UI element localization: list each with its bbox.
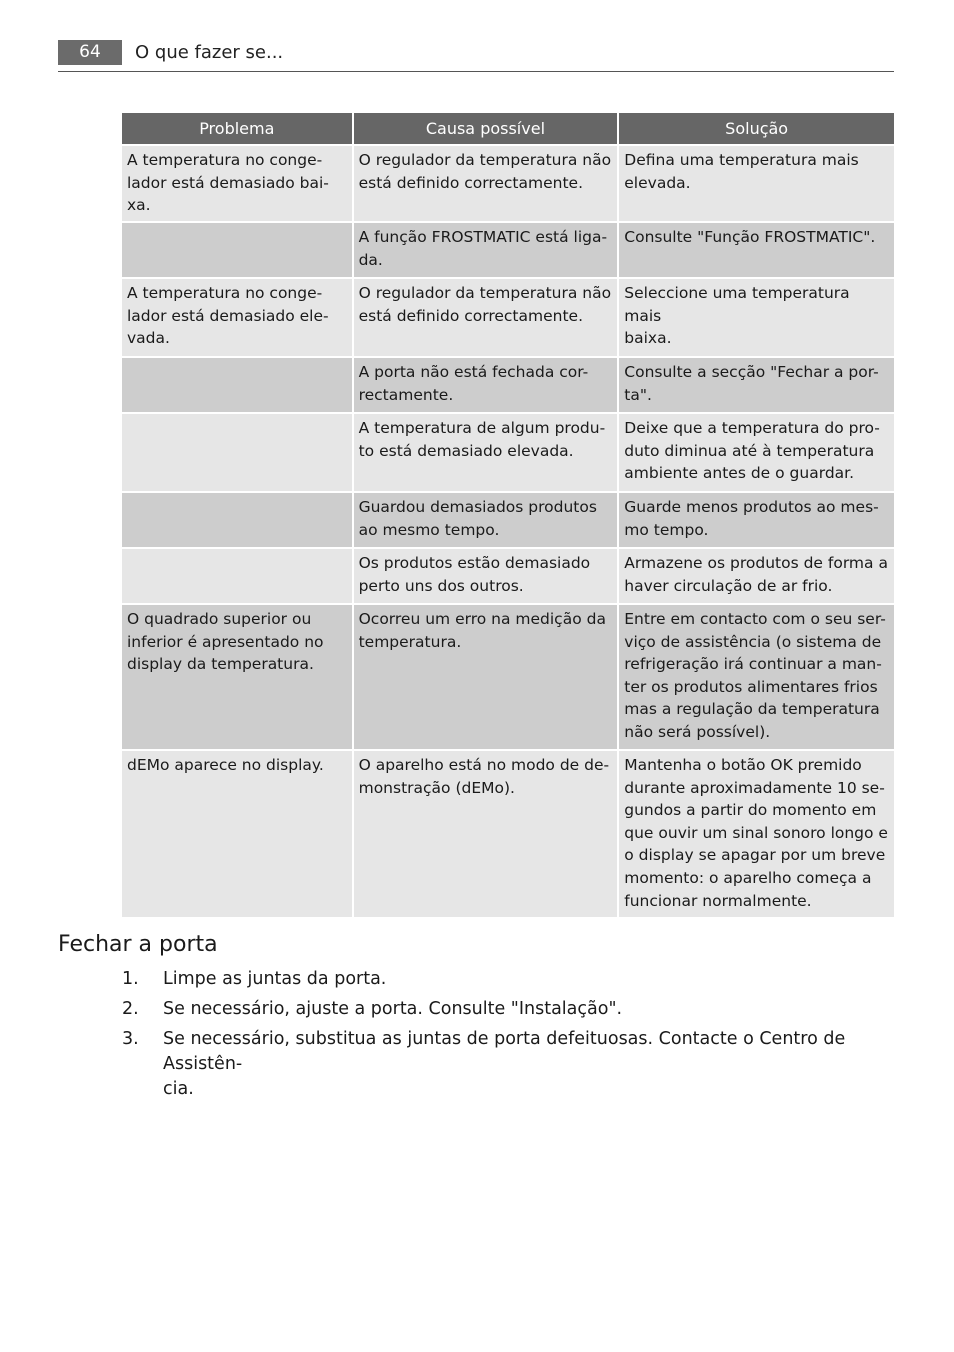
step-text: Limpe as juntas da porta. <box>163 969 387 989</box>
solution-cell: Armazene os produtos de forma a haver circulação de ar frio. <box>619 549 894 603</box>
cause-cell: O regulador da temperatura não está definido correctamente. <box>354 279 618 356</box>
problem-cell <box>122 414 352 491</box>
table-row <box>122 279 894 356</box>
chapter-title: O que fazer se... <box>135 42 284 63</box>
step-text: Se necessário, ajuste a porta. Consulte "Instalação". <box>163 999 623 1019</box>
table-header-row <box>122 113 894 144</box>
list-item <box>120 997 895 1022</box>
problem-cell <box>122 549 352 603</box>
cause-cell: A temperatura de algum produ- to está demasiado elevada. <box>354 414 618 491</box>
list-item <box>120 967 895 992</box>
cause-cell: Ocorreu um erro na medição da temperatura. <box>354 605 618 749</box>
page-header <box>58 40 894 72</box>
problem-cell: A temperatura no conge- lador está demasiado ele- vada. <box>122 279 352 356</box>
table-row <box>122 358 894 412</box>
table-row <box>122 549 894 603</box>
column-header-problem: Problema <box>122 113 352 144</box>
table-row <box>122 414 894 491</box>
problem-cell <box>122 223 352 277</box>
column-header-cause: Causa possível <box>354 113 618 144</box>
solution-cell: Defina uma temperatura mais elevada. <box>619 146 894 221</box>
solution-cell: Consulte "Função FROSTMATIC". <box>619 223 894 277</box>
page-number: 64 <box>58 40 122 65</box>
solution-cell: Consulte a secção "Fechar a por- ta". <box>619 358 894 412</box>
steps-list <box>120 967 895 1107</box>
problem-cell <box>122 493 352 547</box>
solution-cell: Mantenha o botão OK premido durante aproximadamente 10 se- gundos a partir do momento em que ouvir um sinal sonoro longo e o display se apagar por um breve momento: o aparelho começa a funcionar normalmente. <box>619 751 894 917</box>
cause-cell: A porta não está fechada cor- rectamente. <box>354 358 618 412</box>
cause-cell: O regulador da temperatura não está definido correctamente. <box>354 146 618 221</box>
list-item <box>120 1027 895 1102</box>
solution-cell: Deixe que a temperatura do pro- duto diminua até à temperatura ambiente antes de o guardar. <box>619 414 894 491</box>
step-number: 3. <box>122 1029 139 1049</box>
troubleshooting-table <box>120 111 896 919</box>
cause-cell: A função FROSTMATIC está liga- da. <box>354 223 618 277</box>
problem-cell: dEMo aparece no display. <box>122 751 352 917</box>
solution-cell: Guarde menos produtos ao mes- mo tempo. <box>619 493 894 547</box>
step-number: 1. <box>122 969 139 989</box>
table-row <box>122 493 894 547</box>
problem-cell: O quadrado superior ou inferior é apresentado no display da temperatura. <box>122 605 352 749</box>
section-title: Fechar a porta <box>58 932 218 957</box>
cause-cell: Os produtos estão demasiado perto uns dos outros. <box>354 549 618 603</box>
table-row <box>122 751 894 917</box>
solution-cell: Entre em contacto com o seu ser- viço de assistência (o sistema de refrigeração irá continuar a man- ter os produtos alimentares frios mas a regulação da temperatura não será possível). <box>619 605 894 749</box>
problem-cell: A temperatura no conge- lador está demasiado bai- xa. <box>122 146 352 221</box>
table-row <box>122 223 894 277</box>
table-row <box>122 605 894 749</box>
table-row <box>122 146 894 221</box>
cause-cell: Guardou demasiados produtos ao mesmo tempo. <box>354 493 618 547</box>
step-text: Se necessário, substitua as juntas de porta defeituosas. Contacte o Centro de Assistên- cia. <box>163 1029 846 1099</box>
problem-cell <box>122 358 352 412</box>
column-header-solution: Solução <box>619 113 894 144</box>
step-number: 2. <box>122 999 139 1019</box>
cause-cell: O aparelho está no modo de de- monstração (dEMo). <box>354 751 618 917</box>
solution-cell: Seleccione uma temperatura mais baixa. <box>619 279 894 356</box>
